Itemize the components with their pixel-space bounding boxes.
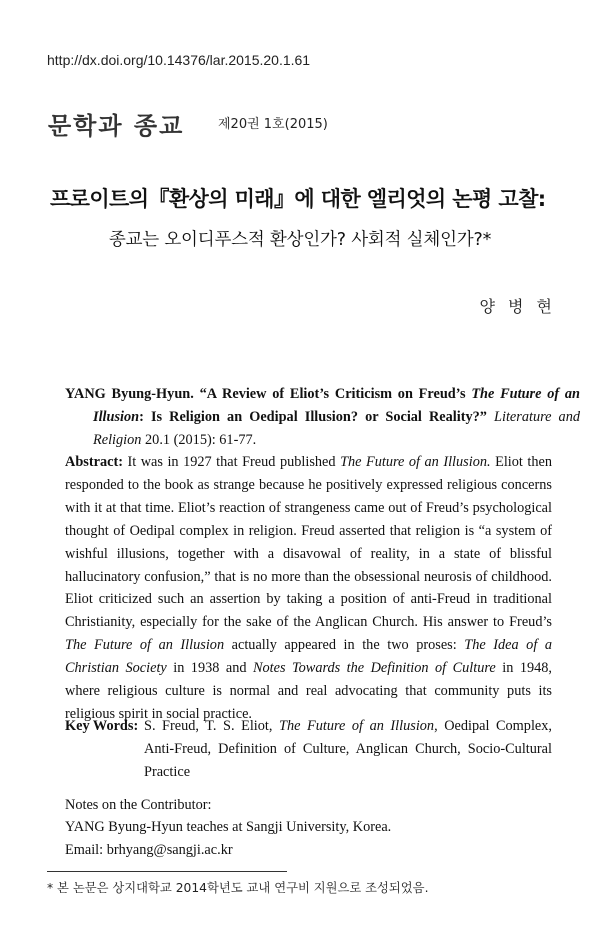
citation-title-start: “A Review of Eliot’s Criticism on Freud’s (193, 386, 472, 402)
article-subtitle: 종교는 오이디푸스적 환상인가? 사회적 실체인가?* (108, 230, 492, 250)
abstract-book-title: Notes Towards the Definition of Culture (252, 660, 496, 677)
keywords-text: S. Freud, T. S. Eliot, (144, 718, 280, 734)
abstract-text: Eliot then responded to the book as strange because he positively expressed religious concerns with it at that time. Eliot’s reaction of strangeness came out of Freud’s psychological thought of Oedipal complex in religion. Freud asserted that religion is “a system of wishful illusions, together with a disavowal of reality, in a state of blissful hallucinatory confusion,” that is no more than the obsessional neurosis of childhood. Eliot criticized such an assertion by taking a position of anti-Freud in traditional Christianity, especially for the sake of the Anglican Church. His answer to Freud’s (65, 454, 552, 631)
article-title: 프로이트의『환상의 미래』에 대한 엘리엇의 논평 고찰: (50, 187, 546, 211)
abstract (65, 451, 552, 726)
citation-title-end: : Is Religion an Oedipal Illusion? or Social Reality?” (139, 408, 487, 425)
abstract-text: It was in 1927 that Freud published (122, 454, 341, 470)
abstract-book-title: The Future of an Illusion (65, 637, 225, 654)
keywords-book-title: The Future of an Illusion (279, 718, 435, 734)
keywords-text: , Oedipal Complex, Anti-Freud, Definition of Culture, Anglican Church, Socio-Cultural Practice (144, 718, 552, 780)
citation-journal: Literature and Religion (93, 408, 580, 448)
citation-authors: YANG Byung-Hyun. (65, 386, 194, 402)
abstract-book-title: The Future of an Illusion. (340, 454, 491, 470)
journal-name: 문학과 종교 (48, 111, 185, 140)
abstract-text: actually appeared in the two proses: (224, 637, 465, 654)
article-author: 양 병 현 (479, 297, 556, 316)
footnote-divider (47, 871, 287, 872)
keywords-label: Key Words: (65, 718, 139, 734)
contributor-notes (65, 794, 391, 861)
volume-issue: 제20권 1호(2015) (218, 117, 328, 132)
notes-heading: Notes on the Contributor: (65, 797, 212, 813)
citation (65, 383, 580, 452)
citation-book-title: The Future of an Illusion (93, 386, 580, 425)
doi-link[interactable]: http://dx.doi.org/10.14376/lar.2015.20.1.61 (47, 52, 311, 68)
abstract-book-title: The Idea of a Christian Society (65, 637, 552, 677)
citation-details: 20.1 (2015): 61-77. (141, 431, 257, 448)
abstract-text: in 1938 and (166, 660, 253, 677)
contributor-bio: YANG Byung-Hyun teaches at Sangji University, Korea. (65, 819, 392, 836)
abstract-label: Abstract: (65, 454, 123, 470)
abstract-text: in 1948, where religious culture is normal and real advocating that community puts its religious spirit in social practice. (65, 660, 552, 722)
keywords (65, 715, 552, 784)
contributor-email[interactable]: Email: brhyang@sangji.ac.kr (65, 841, 233, 858)
keywords-list (144, 715, 552, 784)
footnote: * 본 논문은 상지대학교 2014학년도 교내 연구비 지원으로 조성되었음. (47, 881, 429, 895)
